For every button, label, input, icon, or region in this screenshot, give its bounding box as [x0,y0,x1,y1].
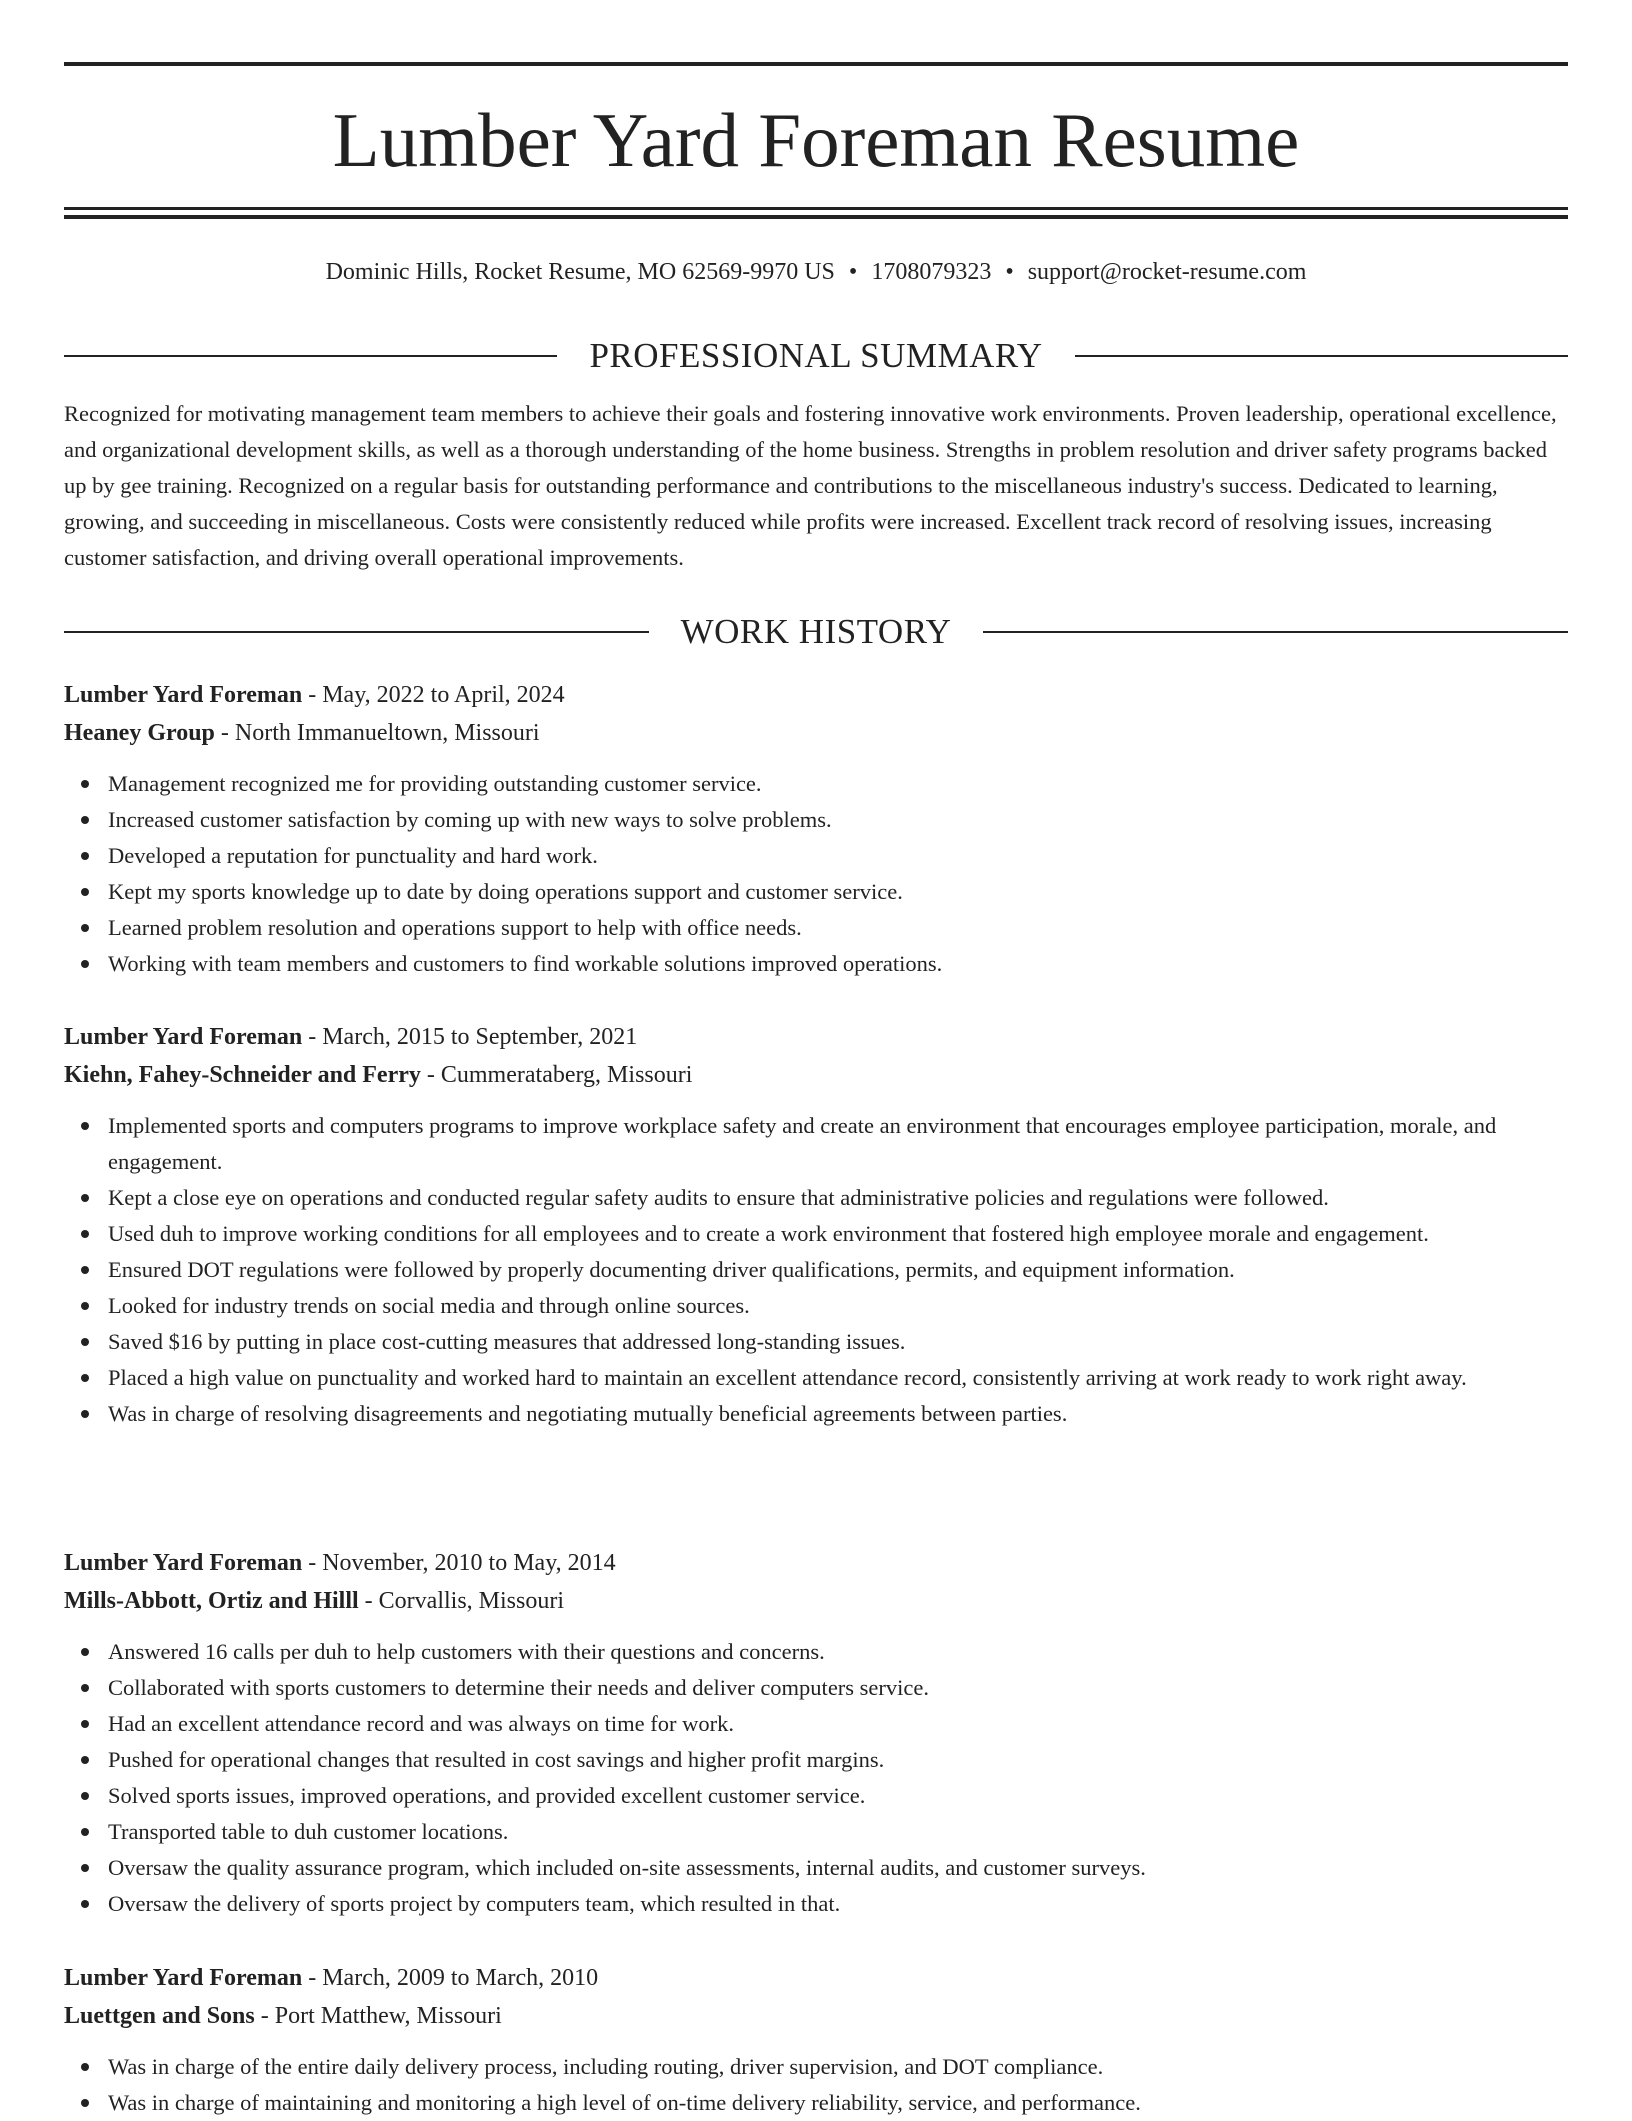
bullet-text: Oversaw the delivery of sports project by computers team, which resulted in that. [108,1891,841,1916]
list-item [64,766,1568,802]
job-company-line [64,1582,1568,1620]
bullet-text: Used duh to improve working conditions for all employees and to create a work environment that fostered high employee morale and engagement. [108,1221,1429,1246]
bullet-text: Saved $16 by putting in place cost-cutting measures that addressed long-standing issues. [108,1329,906,1354]
job-entry [64,676,1568,982]
contact-separator: • [1005,259,1014,285]
summary-text: Recognized for motivating management team members to achieve their goals and fostering innovative work environments. Proven leadership, operational excellence, and organizational development skills, as well as a thorough understanding of the home business. Strengths in problem resolution and driver safety programs backed up by gee training. Recognized on a regular basis for outstanding performance and contributions to the miscellaneous industry's success. Dedicated to learning, growing, and succeeding in miscellaneous. Costs were consistently reduced while profits were increased. Excellent track record of resolving issues, increasing customer satisfaction, and driving overall operational improvements. [64,401,1557,570]
bullet-dot [81,1302,89,1310]
bullet-dot [81,924,89,932]
job-bullets [64,2049,1568,2121]
bullet-dot [81,1684,89,1692]
list-item [64,874,1568,910]
bullet-dot [81,2063,89,2071]
job-title-line [64,1959,1568,1997]
job-company: Luettgen and Sons [64,2003,255,2029]
bullet-dot [81,1374,89,1382]
job-company: Mills-Abbott, Ortiz and Hilll [64,1588,359,1614]
job-bullets [64,766,1568,982]
list-item [64,1180,1568,1216]
job-title-line [64,1544,1568,1582]
list-item [64,910,1568,946]
contact-phone: 1708079323 [871,259,992,285]
bullet-text: Answered 16 calls per duh to help customers with their questions and concerns. [108,1639,825,1664]
summary-heading-label: PROFESSIONAL SUMMARY [589,336,1043,375]
list-item [64,1360,1568,1396]
heading-rule-right [1075,355,1568,357]
page-title: Lumber Yard Foreman Resume [332,97,1300,183]
job-bullets [64,1634,1568,1922]
bullet-dot [81,1828,89,1836]
work-history-heading-label: WORK HISTORY [680,612,952,651]
list-item [64,1778,1568,1814]
bullet-text: Had an excellent attendance record and was always on time for work. [108,1711,734,1736]
contact-separator: • [848,259,858,285]
list-item [64,1108,1568,1180]
work-history-heading [64,610,1568,654]
job-title: Lumber Yard Foreman [64,1550,303,1576]
list-item [64,1886,1568,1922]
bullet-dot [81,1230,89,1238]
job-dates: - May, 2022 to April, 2024 [302,682,565,708]
list-item [64,1216,1568,1252]
bullet-dot [81,2099,89,2107]
list-item [64,1850,1568,1886]
bullet-text: Transported table to duh customer locations. [108,1819,509,1844]
title-rule-lower [64,215,1568,219]
job-company: Kiehn, Fahey-Schneider and Ferry [64,1062,421,1088]
list-item [64,2049,1568,2085]
bullet-text: Was in charge of resolving disagreements and negotiating mutually beneficial agreements between parties. [108,1401,1068,1426]
bullet-text: Looked for industry trends on social media and through online sources. [108,1293,750,1318]
bullet-dot [81,1900,89,1908]
job-title-line [64,1018,1568,1056]
heading-rule-right [983,631,1568,633]
bullet-dot [81,1864,89,1872]
contact-address: Dominic Hills, Rocket Resume, MO 62569-9970 US [325,259,835,285]
top-rule [64,62,1568,66]
job-entry [64,1018,1568,1432]
bullet-dot [81,960,89,968]
list-item [64,1742,1568,1778]
list-item [64,1706,1568,1742]
job-entry [64,1544,1568,1922]
title-rule-upper [64,207,1568,210]
bullet-dot [81,1410,89,1418]
job-dates: - March, 2009 to March, 2010 [302,1965,599,1991]
bullet-dot [81,1720,89,1728]
contact-line [64,254,1568,290]
bullet-text: Was in charge of the entire daily delivery process, including routing, driver supervision, and DOT compliance. [108,2054,1104,2079]
job-location: - Corvallis, Missouri [358,1588,565,1614]
bullet-dot [81,1648,89,1656]
job-location: - Port Matthew, Missouri [254,2003,502,2029]
list-item [64,1288,1568,1324]
bullet-text: Pushed for operational changes that resulted in cost savings and higher profit margins. [108,1747,885,1772]
bullet-dot [81,1194,89,1202]
job-title: Lumber Yard Foreman [64,1965,303,1991]
list-item [64,1814,1568,1850]
list-item [64,802,1568,838]
bullet-dot [81,780,89,788]
list-item [64,1396,1568,1432]
list-item [64,946,1568,982]
bullet-text: Collaborated with sports customers to determine their needs and deliver computers service. [108,1675,930,1700]
job-title: Lumber Yard Foreman [64,1024,303,1050]
job-title: Lumber Yard Foreman [64,682,303,708]
list-item [64,1324,1568,1360]
bullet-dot [81,1792,89,1800]
bullet-text: Management recognized me for providing outstanding customer service. [108,771,762,796]
bullet-dot [81,1122,89,1130]
job-location: - Cummerataberg, Missouri [420,1062,693,1088]
bullet-text: Kept my sports knowledge up to date by doing operations support and customer service. [108,879,903,904]
summary-heading [64,334,1568,378]
bullet-text: Learned problem resolution and operations support to help with office needs. [108,915,802,940]
bullet-text: Was in charge of maintaining and monitoring a high level of on-time delivery reliability, service, and performance. [108,2090,1141,2115]
job-entry [64,1959,1568,2121]
bullet-text: Working with team members and customers to find workable solutions improved operations. [108,951,943,976]
list-item [64,1252,1568,1288]
bullet-text: Developed a reputation for punctuality and hard work. [108,843,598,868]
bullet-dot [81,852,89,860]
bullet-text: Kept a close eye on operations and conducted regular safety audits to ensure that administrative policies and regulations were followed. [108,1185,1329,1210]
job-location: - North Immanueltown, Missouri [214,720,540,746]
job-dates: - November, 2010 to May, 2014 [302,1550,616,1576]
bullet-text: Increased customer satisfaction by coming up with new ways to solve problems. [108,807,832,832]
bullet-text: Solved sports issues, improved operations, and provided excellent customer service. [108,1783,866,1808]
job-company-line [64,714,1568,752]
list-item [64,1670,1568,1706]
list-item [64,838,1568,874]
contact-email: support@rocket-resume.com [1027,259,1307,285]
job-dates: - March, 2015 to September, 2021 [302,1024,638,1050]
list-item [64,2085,1568,2121]
bullet-text: Implemented sports and computers programs to improve workplace safety and create an environment that encourages employee participation, morale, and engagement. [108,1113,1497,1174]
heading-rule-left [64,631,649,633]
job-company-line [64,1056,1568,1094]
bullet-dot [81,1756,89,1764]
bullet-dot [81,816,89,824]
job-bullets [64,1108,1568,1432]
job-company-line [64,1997,1568,2035]
bullet-text: Ensured DOT regulations were followed by properly documenting driver qualifications, permits, and equipment information. [108,1257,1235,1282]
bullet-dot [81,888,89,896]
bullet-text: Placed a high value on punctuality and worked hard to maintain an excellent attendance record, consistently arriving at work ready to work right away. [108,1365,1467,1390]
bullet-dot [81,1266,89,1274]
bullet-dot [81,1338,89,1346]
job-title-line [64,676,1568,714]
heading-rule-left [64,355,557,357]
bullet-text: Oversaw the quality assurance program, which included on-site assessments, internal audits, and customer surveys. [108,1855,1146,1880]
list-item [64,1634,1568,1670]
job-company: Heaney Group [64,720,215,746]
